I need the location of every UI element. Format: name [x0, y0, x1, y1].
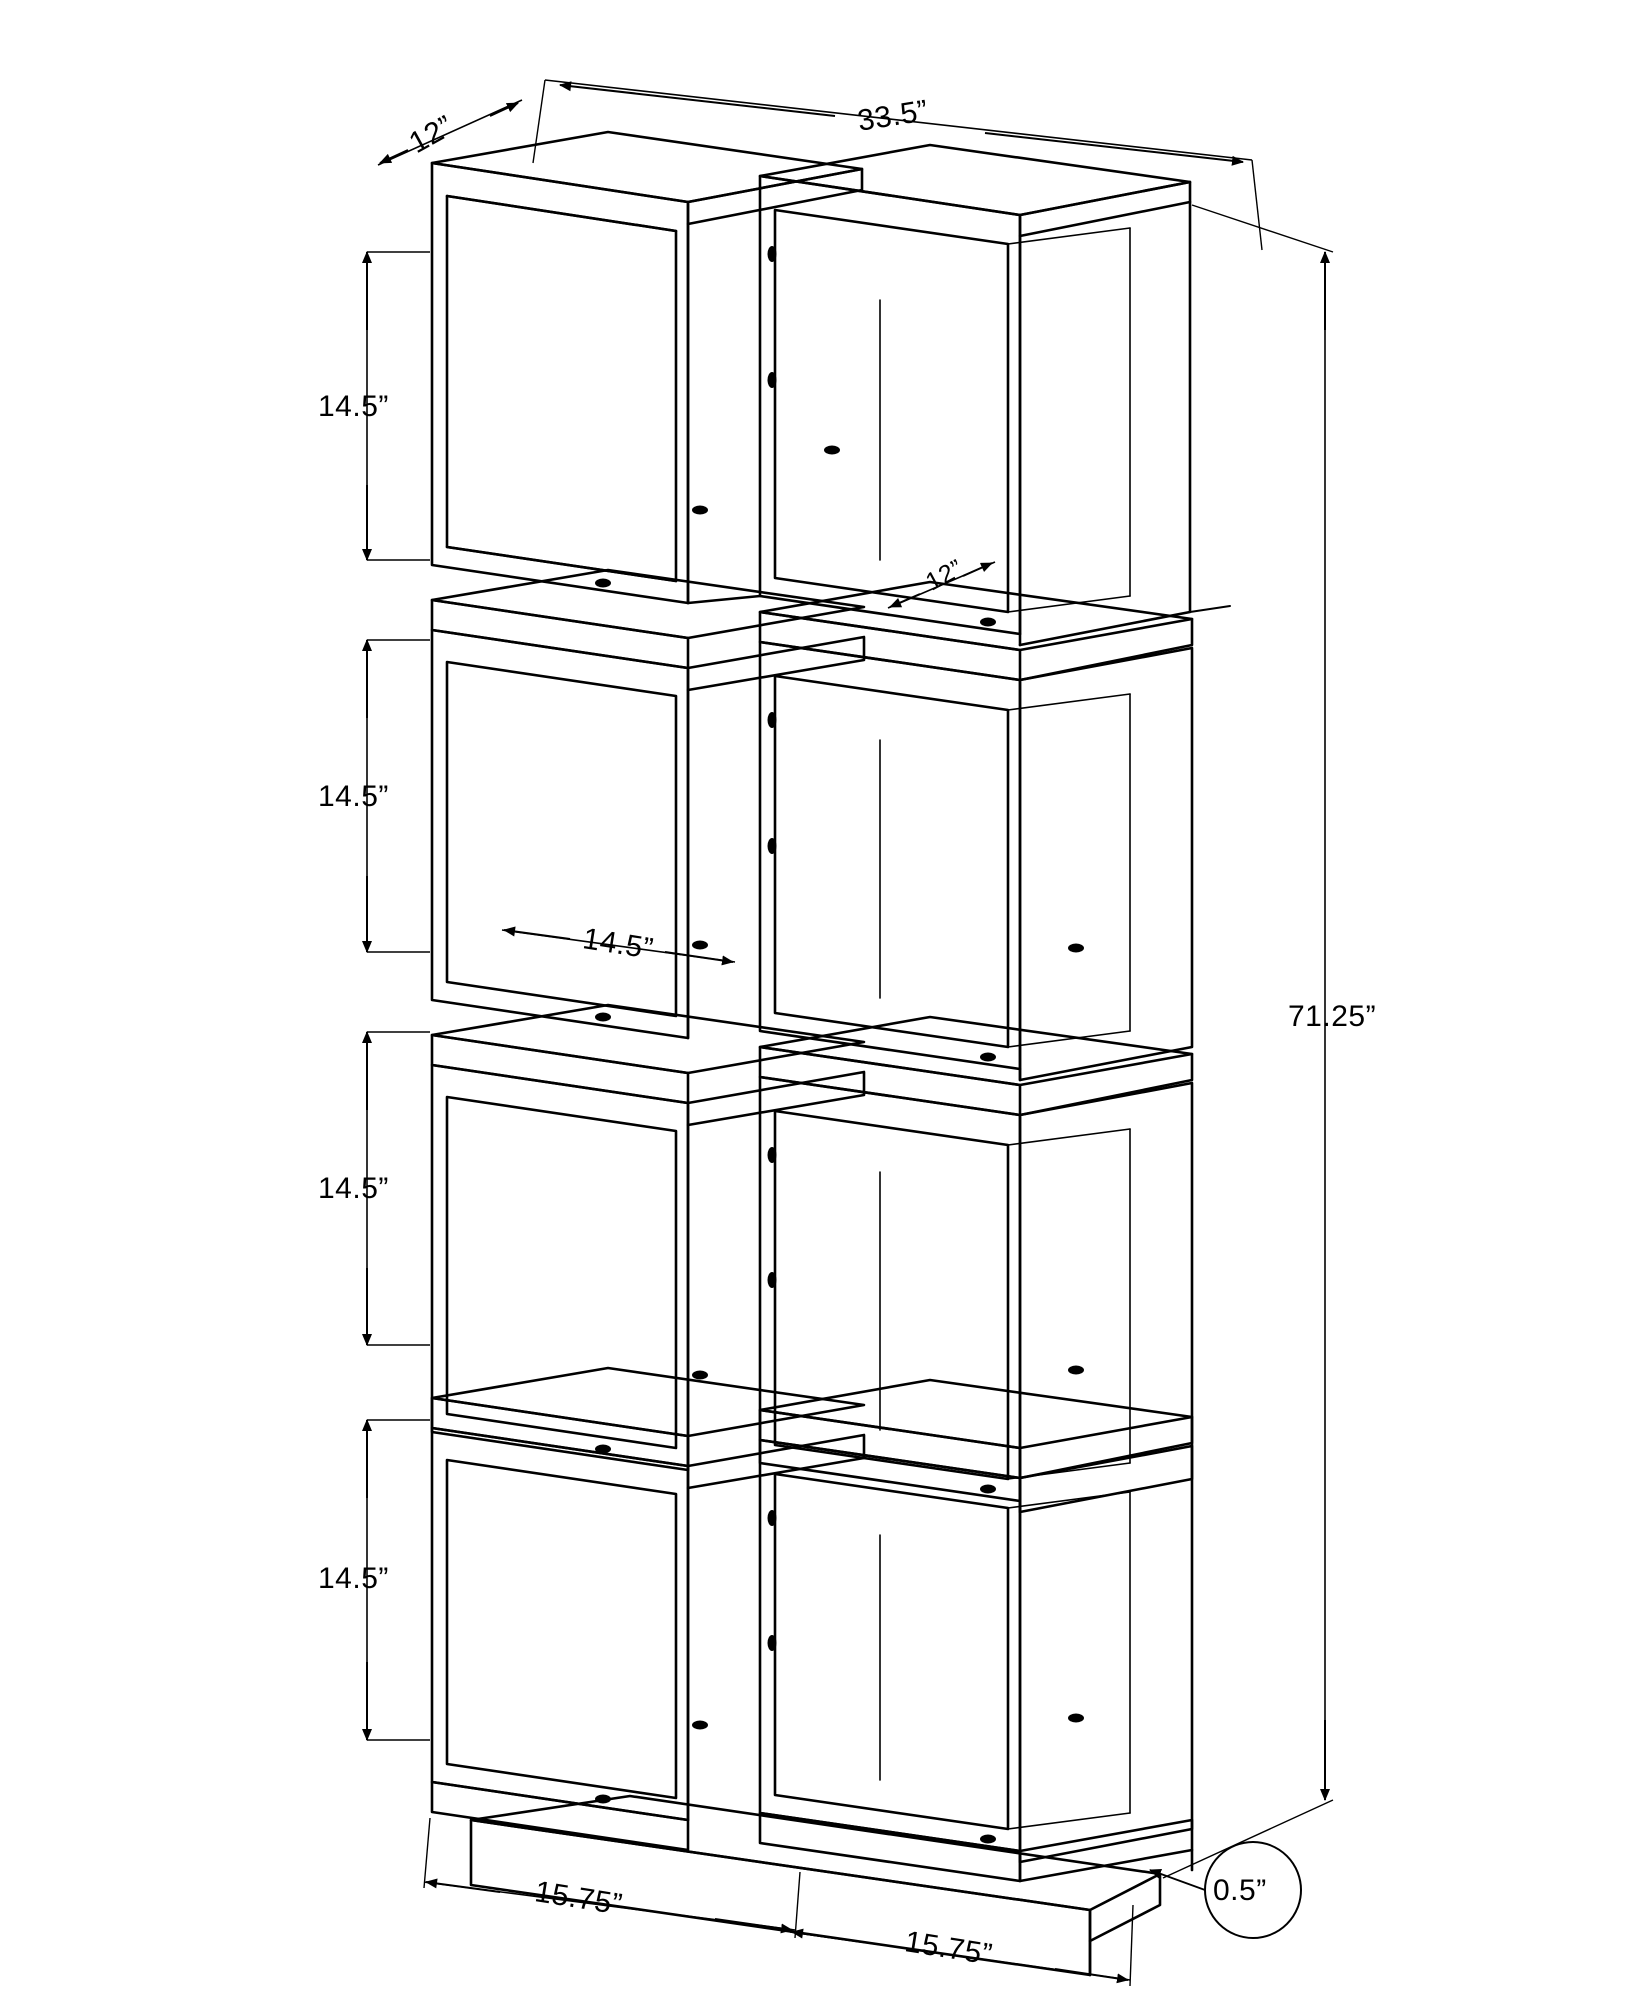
- left-cube-front: [432, 163, 688, 603]
- left-cube-opening: [447, 196, 676, 581]
- dim-label-overall-width: 33.5”: [855, 94, 931, 138]
- row4-right-opening: [775, 1474, 1008, 1829]
- dim-label-height-2: 14.5”: [318, 780, 389, 813]
- row2-right-opening: [775, 676, 1008, 1047]
- right-cube-top-surface: [760, 145, 1190, 215]
- row3-left-front: [432, 1065, 688, 1470]
- dim-label-overall-height: 71.25”: [1288, 1000, 1377, 1033]
- dim-label-right-section-width: 15.75”: [902, 1925, 995, 1972]
- row3-right-opening: [775, 1111, 1008, 1479]
- row4-left-opening: [447, 1460, 676, 1798]
- right-cube-opening: [775, 210, 1008, 612]
- left-cube-top-surface: [432, 132, 862, 202]
- dim-label-left-section-width: 15.75”: [532, 1875, 625, 1922]
- dim-label-depth-top: 12”: [403, 109, 459, 160]
- dim-label-height-3: 14.5”: [318, 1172, 389, 1205]
- dim-label-height-1: 14.5”: [318, 390, 389, 423]
- dim-label-panel-thickness: 0.5”: [1213, 1874, 1267, 1907]
- row3-left-opening: [447, 1097, 676, 1448]
- shelf-2-left: [432, 1035, 688, 1103]
- row4-left-front: [432, 1428, 688, 1820]
- base-plinth-side: [1090, 1874, 1160, 1941]
- dim-label-height-4: 14.5”: [318, 1562, 389, 1595]
- left-cube-bottom-edge: [688, 596, 760, 603]
- bookcase-body: [432, 132, 1230, 1975]
- thickness-leader: [1150, 1870, 1205, 1890]
- shelf-pegs: [595, 246, 1084, 1844]
- dim-label-inner-depth: 12”: [921, 554, 968, 597]
- dim-label-opening-width: 14.5”: [580, 922, 656, 966]
- right-cube-front: [760, 176, 1020, 634]
- dimension-lines: [367, 80, 1333, 1986]
- shelf-1-left: [432, 600, 688, 668]
- row4-right-front: [760, 1440, 1020, 1851]
